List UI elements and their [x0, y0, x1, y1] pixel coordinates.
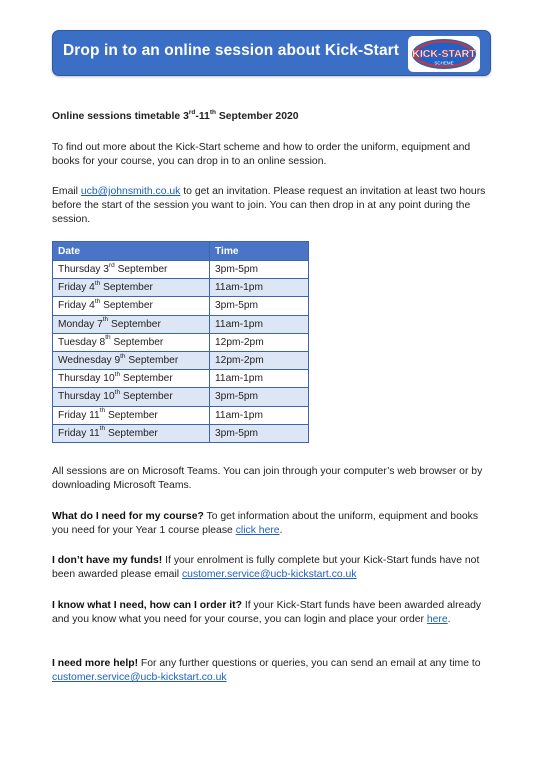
table-row	[53, 370, 309, 388]
time-cell: 11am-1pm	[210, 406, 309, 424]
logo-sub-text: SCHEME	[434, 60, 454, 66]
table-row	[53, 315, 309, 333]
kick-start-logo	[408, 36, 480, 72]
time-cell: 3pm-5pm	[210, 297, 309, 315]
date-cell: Thursday 10th September	[53, 388, 210, 406]
logo-main-text: KICK-START	[412, 48, 476, 60]
date-cell: Friday 11th September	[53, 406, 210, 424]
intro-paragraph: To find out more about the Kick-Start scheme and how to order the uniform, equipment and books for your course, you can drop in to an online session.	[52, 142, 471, 168]
date-cell: Friday 4th September	[53, 297, 210, 315]
table-row	[53, 388, 309, 406]
header-banner	[52, 30, 491, 76]
time-cell: 3pm-5pm	[210, 424, 309, 442]
time-cell: 11am-1pm	[210, 370, 309, 388]
funds-email-link[interactable]: customer.service@ucb-kickstart.co.uk	[181, 569, 357, 581]
course-paragraph: What do I need for my course? To get information about the uniform, equipment and books you need for your Year 1 course please click here.	[52, 511, 479, 537]
table-row	[53, 424, 309, 442]
date-cell: Thursday 10th September	[53, 370, 210, 388]
teams-paragraph: All sessions are on Microsoft Teams. You can join through your computer’s web browser or by downloading Microsoft Teams.	[52, 466, 483, 492]
order-question: I know what I need, how can I order it?	[52, 600, 242, 611]
table-row	[53, 261, 309, 279]
time-cell: 12pm-2pm	[210, 333, 309, 351]
timetable-heading: Online sessions timetable 3rd-11th September 2020	[52, 108, 299, 122]
table-row	[53, 333, 309, 351]
course-question: What do I need for my course?	[52, 511, 204, 522]
column-header-date: Date	[53, 242, 210, 261]
date-cell: Tuesday 8th September	[53, 333, 210, 351]
date-cell: Monday 7th September	[53, 315, 210, 333]
time-cell: 11am-1pm	[210, 279, 309, 297]
help-email-link[interactable]: customer.service@ucb-kickstart.co.uk	[52, 672, 227, 684]
table-row	[53, 351, 309, 369]
date-cell: Wednesday 9th September	[53, 351, 210, 369]
click-here-link[interactable]: click here	[235, 525, 280, 537]
column-header-time: Time	[210, 242, 309, 261]
funds-question: I don’t have my funds!	[52, 555, 163, 566]
order-here-link[interactable]: here	[426, 614, 448, 626]
time-cell: 3pm-5pm	[210, 261, 309, 279]
date-cell: Thursday 3rd September	[53, 261, 210, 279]
invite-email-link[interactable]: ucb@johnsmith.co.uk	[80, 186, 181, 197]
table-row	[53, 297, 309, 315]
help-paragraph: I need more help! For any further questions or queries, you can send an email at any time to customer.service@ucb-kickstart.co.uk	[52, 658, 481, 684]
banner-title: Drop in to an online session about Kick-Start	[63, 42, 400, 59]
time-cell: 3pm-5pm	[210, 388, 309, 406]
time-cell: 12pm-2pm	[210, 351, 309, 369]
table-row	[53, 279, 309, 297]
table-row	[53, 406, 309, 424]
time-cell: 11am-1pm	[210, 315, 309, 333]
sessions-table	[52, 241, 309, 443]
order-paragraph: I know what I need, how can I order it? If your Kick-Start funds have been awarded already and you know what you need for your course, you can login and place your order here.	[52, 600, 482, 626]
funds-paragraph: I don’t have my funds! If your enrolment is fully complete but your Kick-Start funds have not been awarded please email customer.service@ucb-kickstart.co.uk	[52, 555, 480, 581]
date-cell: Friday 11th September	[53, 424, 210, 442]
help-question: I need more help!	[52, 658, 139, 669]
date-cell: Friday 4th September	[53, 279, 210, 297]
invite-paragraph: Email ucb@johnsmith.co.uk to get an invitation. Please request an invitation at least two hours before the start of the session you want to join. You can then drop in at any point during the session.	[52, 186, 486, 226]
